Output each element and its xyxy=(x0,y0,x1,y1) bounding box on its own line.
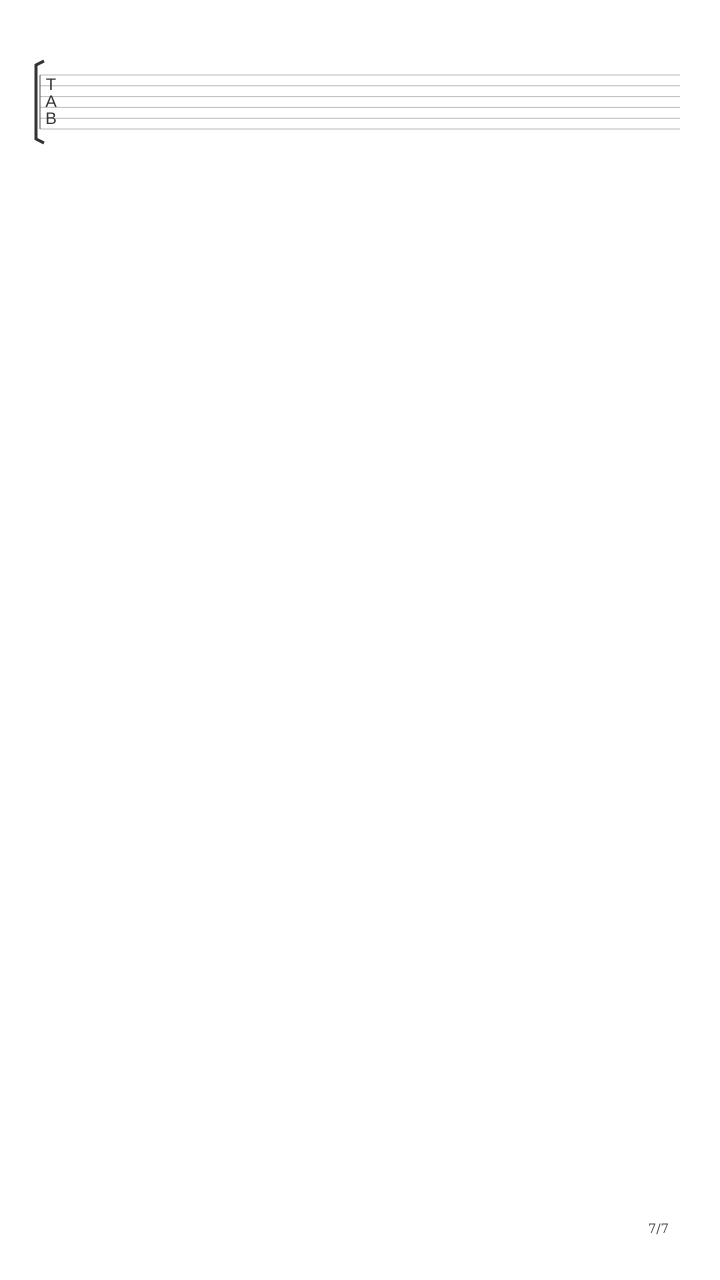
system-1 xyxy=(36,61,680,143)
page-number: 7/7 xyxy=(648,1222,669,1237)
tab-clef-letter: T xyxy=(45,75,57,94)
tab-clef-letter: A xyxy=(45,92,57,111)
tab-clef-letter: B xyxy=(45,109,57,128)
